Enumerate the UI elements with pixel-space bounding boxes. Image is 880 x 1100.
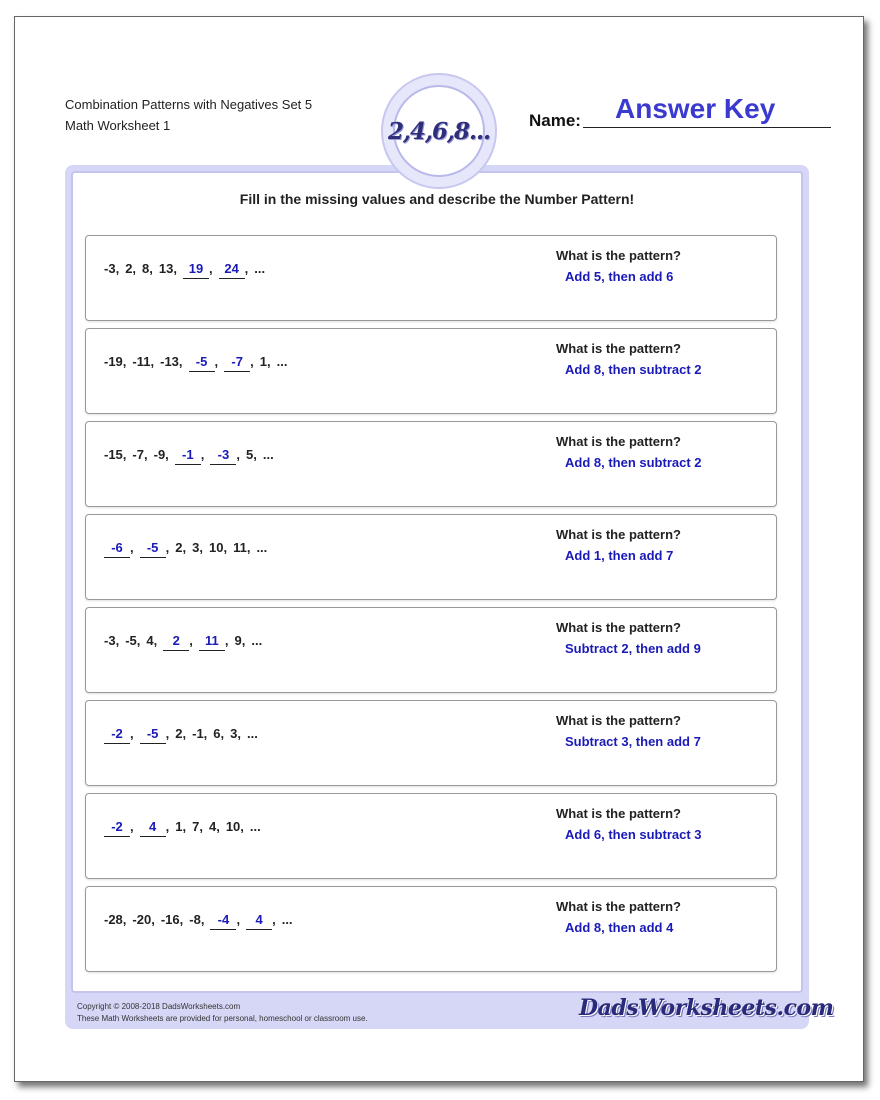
sequence-term: 2 xyxy=(175,726,183,741)
sequence-term: -28 xyxy=(104,912,123,927)
sequence-term: 4 xyxy=(208,819,217,834)
logo-badge xyxy=(381,73,497,189)
sequence-term: 3 xyxy=(192,540,200,555)
sequence-term: -8 xyxy=(189,912,201,927)
answer-blank: 24 xyxy=(219,260,245,279)
sequence-term: 8 xyxy=(142,261,150,276)
sequence-term: -3 xyxy=(104,261,116,276)
answer-blank: 2 xyxy=(163,632,189,651)
answer-blank: -5 xyxy=(140,539,166,558)
problem-card xyxy=(85,886,777,972)
sequence-term: 3 xyxy=(230,726,238,741)
problem-card xyxy=(85,793,777,879)
sequence-term: -5 xyxy=(125,633,137,648)
pattern-answer: Add 8, then subtract 2 xyxy=(565,362,702,377)
logo-text: 2,4,6,8... xyxy=(387,117,491,145)
answer-blank: -5 xyxy=(140,725,166,744)
sequence-term: 6 xyxy=(213,726,221,741)
sequence-term: -13 xyxy=(160,354,179,369)
answer-blank: -3 xyxy=(210,446,236,465)
sequence-term: ... xyxy=(281,912,293,927)
number-sequence: -28, -20, -16, -8, -4 , 4 , ... xyxy=(104,911,299,930)
answer-blank: -7 xyxy=(224,353,250,372)
pattern-answer: Add 1, then add 7 xyxy=(565,548,674,563)
sequence-term: 10 xyxy=(208,540,224,555)
answer-blank: 4 xyxy=(140,818,166,837)
pattern-answer: Add 6, then subtract 3 xyxy=(565,827,702,842)
sequence-term: -7 xyxy=(132,447,144,462)
sequence-term: -15 xyxy=(104,447,123,462)
sequence-term: ... xyxy=(256,540,268,555)
copyright-line: Copyright © 2008-2018 DadsWorksheets.com xyxy=(77,1002,241,1011)
pattern-question: What is the pattern? xyxy=(556,620,681,635)
worksheet-title: Combination Patterns with Negatives Set 5 xyxy=(65,97,313,112)
answer-blank: -6 xyxy=(104,539,130,558)
problem-card xyxy=(85,607,777,693)
sequence-term: 11 xyxy=(233,540,247,555)
sequence-term: ... xyxy=(249,819,261,834)
logo-inner xyxy=(387,85,491,177)
number-sequence: -2 , -5 , 2, -1, 6, 3, ... xyxy=(104,725,264,744)
sequence-term: ... xyxy=(251,633,263,648)
usage-notice: These Math Worksheets are provided for personal, homeschool or classroom use. xyxy=(77,1014,368,1023)
number-sequence: -15, -7, -9, -1 , -3 , 5, ... xyxy=(104,446,280,465)
worksheet-frame xyxy=(65,165,834,1029)
pattern-question: What is the pattern? xyxy=(556,806,681,821)
sequence-term: 1 xyxy=(175,819,183,834)
sequence-term: 4 xyxy=(146,633,154,648)
sequence-term: 2 xyxy=(125,261,133,276)
pattern-answer: Add 8, then subtract 2 xyxy=(565,455,702,470)
copyright xyxy=(77,1001,368,1025)
problem-card xyxy=(85,328,777,414)
problem-card xyxy=(85,235,777,321)
sequence-term: -11 xyxy=(132,354,151,369)
problem-card xyxy=(85,514,777,600)
sequence-term: ... xyxy=(276,354,288,369)
answer-blank: -2 xyxy=(104,818,130,837)
sequence-term: 1 xyxy=(259,354,268,369)
answer-key-label: Answer Key xyxy=(615,93,776,124)
sequence-term: 13 xyxy=(158,261,174,276)
answer-blank: -5 xyxy=(189,353,215,372)
worksheet-content xyxy=(71,171,803,993)
sequence-term: -1 xyxy=(192,726,204,741)
worksheet-page xyxy=(14,16,864,1082)
answer-blank: -4 xyxy=(210,911,236,930)
number-sequence: -2 , 4 , 1, 7, 4, 10, ... xyxy=(104,818,267,837)
name-label: Name: xyxy=(529,111,581,130)
problem-card xyxy=(85,421,777,507)
number-sequence: -19, -11, -13, -5 , -7 , 1, ... xyxy=(104,353,294,372)
sequence-term: 10 xyxy=(225,819,241,834)
sequence-term: -16 xyxy=(160,912,180,927)
number-sequence: -6 , -5 , 2, 3, 10, 11, ... xyxy=(104,539,273,558)
pattern-answer: Add 5, then add 6 xyxy=(565,269,674,284)
instructions: Fill in the missing values and describe the Number Pattern! xyxy=(239,191,635,207)
sequence-term: -19 xyxy=(104,354,123,369)
sequence-term: ... xyxy=(254,261,266,276)
pattern-answer: Add 8, then add 4 xyxy=(565,920,674,935)
sequence-term: ... xyxy=(262,447,274,462)
number-sequence: -3, -5, 4, 2 , 11 , 9, ... xyxy=(104,632,268,651)
sequence-term: 2 xyxy=(175,540,183,555)
answer-blank: 11 xyxy=(199,632,225,651)
worksheet-subtitle: Math Worksheet 1 xyxy=(65,118,171,133)
sequence-term: 9 xyxy=(234,633,242,648)
number-sequence: -3, 2, 8, 13, 19 , 24 , ... xyxy=(104,260,271,279)
problem-card xyxy=(85,700,777,786)
sequence-term: 5 xyxy=(246,447,254,462)
sequence-term: ... xyxy=(247,726,258,741)
pattern-question: What is the pattern? xyxy=(556,713,681,728)
pattern-question: What is the pattern? xyxy=(556,527,681,542)
pattern-question: What is the pattern? xyxy=(556,434,681,449)
sequence-term: -9 xyxy=(153,447,166,462)
answer-blank: -2 xyxy=(104,725,130,744)
pattern-question: What is the pattern? xyxy=(556,341,681,356)
sequence-term: 7 xyxy=(192,819,200,834)
pattern-answer: Subtract 3, then add 7 xyxy=(565,734,701,749)
answer-blank: 19 xyxy=(183,260,209,279)
sequence-term: -3 xyxy=(104,633,116,648)
pattern-question: What is the pattern? xyxy=(556,899,681,914)
name-line xyxy=(583,127,831,128)
sequence-term: -20 xyxy=(132,912,152,927)
brand-logo: DadsWorksheets.com xyxy=(579,995,834,1021)
answer-blank: -1 xyxy=(175,446,201,465)
pattern-answer: Subtract 2, then add 9 xyxy=(565,641,701,656)
answer-blank: 4 xyxy=(246,911,272,930)
pattern-question: What is the pattern? xyxy=(556,248,681,263)
